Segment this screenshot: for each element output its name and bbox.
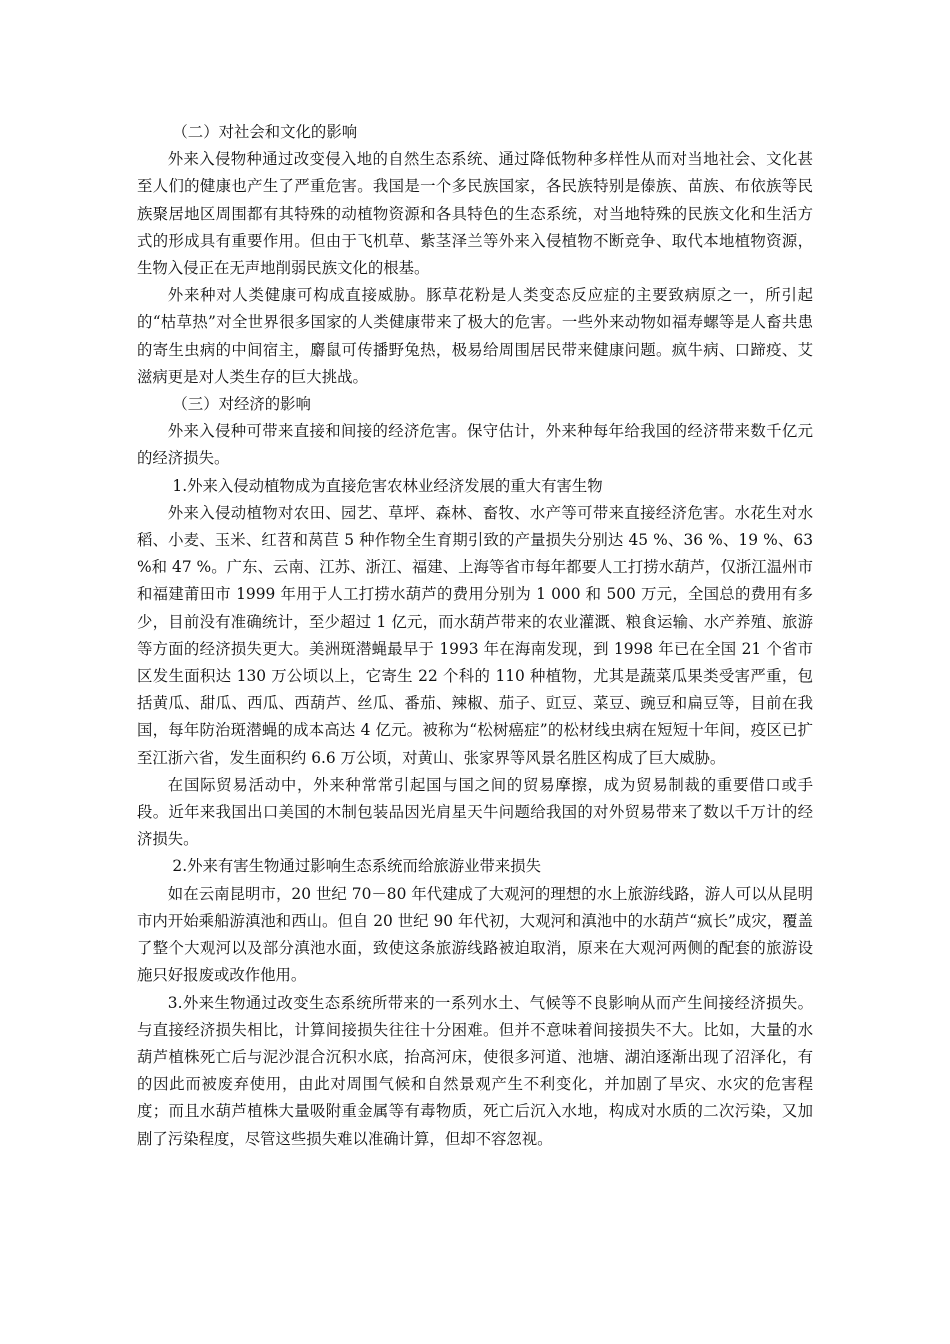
section-heading-social-culture: （二）对社会和文化的影响 bbox=[172, 123, 358, 141]
paragraph-culture-impact: 外来入侵物种通过改变侵入地的自然生态系统、通过降低物种多样性从而对当地社会、文化甚至人们的健康也产生了严重危害。我国是一个多民族国家，各民族特别是傣族、苗族、布依族等民族聚居地区周围都有其特殊的动植物资源和各具特色的生态系统，对当地特殊的民族文化和生活方式的形成具有重要作用。但由于飞机草、紫茎泽兰等外来入侵植物不断竞争、取代本地植物资源，生物入侵正在无声地削弱民族文化的根基。 bbox=[137, 150, 813, 278]
paragraph-indirect-loss: 3.外来生物通过改变生态系统所带来的一系列水土、气候等不良影响从而产生间接经济损失。与直接经济损失相比，计算间接损失往往十分困难。但并不意味着间接损失不大。比如，大量的水葫芦植株死亡后与泥沙混合沉积水底，抬高河床，使很多河道、池塘、湖泊逐渐出现了沼泽化，有的因此而被废弃使用，由此对周围气候和自然景观产生不利变化，并加剧了旱灾、水灾的危害程度；而且水葫芦植株大量吸附重金属等有毒物质，死亡后沉入水地，构成对水质的二次污染，又加剧了污染程度，尽管这些损失难以准确计算，但却不容忽视。 bbox=[137, 993, 813, 1148]
subheading-tourism-loss: 2.外来有害生物通过影响生态系统而给旅游业带来损失 bbox=[172, 857, 542, 876]
paragraph-kunming-example: 如在云南昆明市，20 世纪 70－80 年代建成了大观河的理想的水上旅游线路，游人可以从昆明市内开始乘船游滇池和西山。但自 20 世纪 90 年代初，大观河和滇池中的水葫芦“疯长”成灾，覆盖了整个大观河以及部分滇池水面，致使这条旅游线路被迫取消，原来在大观河两侧的配套的旅游设施只好报废或改作他用。 bbox=[137, 884, 813, 985]
document-body bbox=[137, 119, 813, 1153]
paragraph-trade-friction: 在国际贸易活动中，外来种常常引起国与国之间的贸易摩擦，成为贸易制裁的重要借口或手段。近年来我国出口美国的木制包装品因光肩星天牛问题给我国的对外贸易带来了数以千万计的经济损失。 bbox=[137, 775, 813, 849]
paragraph-health-impact: 外来种对人类健康可构成直接威胁。豚草花粉是人类变态反应症的主要致病原之一，所引起的“枯草热”对全世界很多国家的人类健康带来了极大的危害。一些外来动物如福寿螺等是人畜共患的寄生虫病的中间宿主，麝鼠可传播野兔热，极易给周围居民带来健康问题。疯牛病、口蹄疫、艾滋病更是对人类生存的巨大挑战。 bbox=[137, 286, 813, 386]
section-heading-economy: （三）对经济的影响 bbox=[172, 395, 311, 414]
paragraph-economic-overview: 外来入侵种可带来直接和间接的经济危害。保守估计，外来种每年给我国的经济带来数千亿元的经济损失。 bbox=[137, 422, 813, 468]
subheading-agriculture-forestry: 1.外来入侵动植物成为直接危害农林业经济发展的重大有害生物 bbox=[172, 476, 603, 495]
paragraph-direct-damage: 外来入侵动植物对农田、园艺、草坪、森林、畜牧、水产等可带来直接经济危害。水花生对水稻、小麦、玉米、红苕和莴苣 5 种作物全生育期引致的产量损失分别达 45 %、36 %、19 %、63 %和 47 %。广东、云南、江苏、浙江、福建、上海等省市每年都要人工打捞水葫芦，仅浙江温州市和福建莆田市 1999 年用于人工打捞水葫芦的费用分别为 1 000 和 500 万元，全国总的费用有多少，目前没有准确统计，至少超过 1 亿元，而水葫芦带来的农业灌溉、粮食运输、水产养殖、旅游等方面的经济损失更大。美洲斑潜蝇最早于 1993 年在海南发现，到 1998 年已在全国 21 个省市区发生面积达 130 万公顷以上，它寄生 22 个科的 110 种植物，尤其是蔬菜瓜果类受害严重，包括黄瓜、甜瓜、西瓜、西葫芦、丝瓜、番茄、辣椒、茄子、豇豆、菜豆、豌豆和扁豆等，目前在我国，每年防治斑潜蝇的成本高达 4 亿元。被称为“松树癌症”的松材线虫病在短短十年间，疫区已扩至江浙六省，发生面积约 6.6 万公顷，对黄山、张家界等风景名胜区构成了巨大威胁。 bbox=[137, 503, 813, 767]
